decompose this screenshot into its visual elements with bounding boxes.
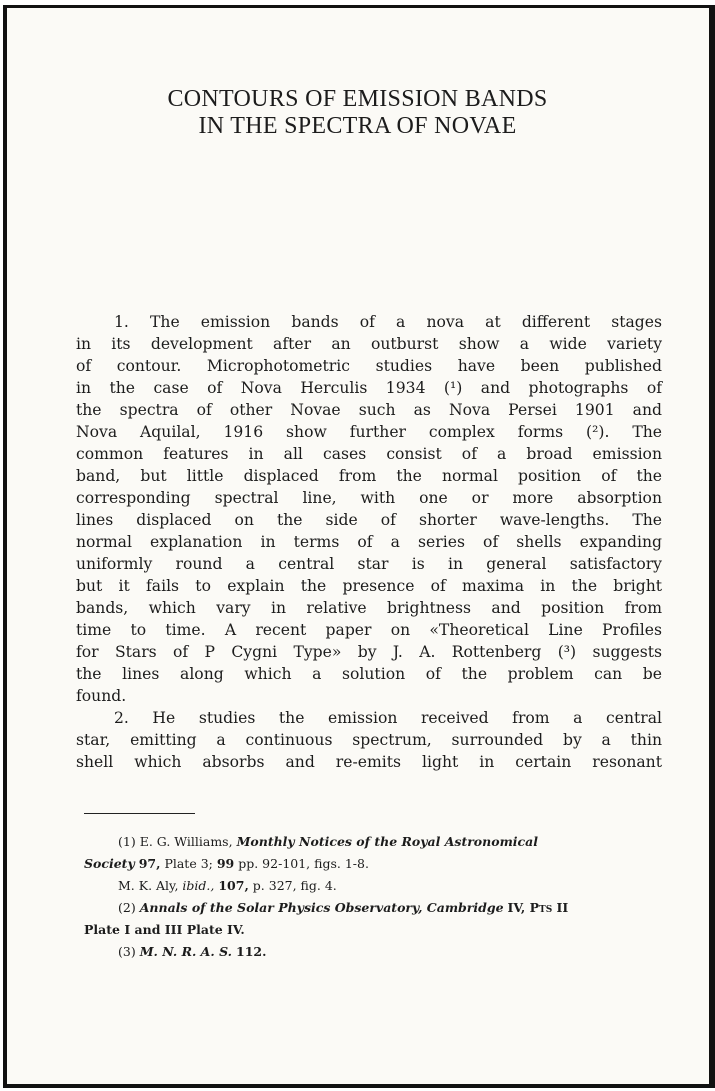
footnote-mark: (1) bbox=[118, 834, 136, 849]
text-line: uniformly round a central star is in general satisfactory bbox=[76, 555, 662, 573]
text-line: of contour. Microphotometric studies have been published bbox=[76, 357, 662, 375]
footnote-text: Plate I and III Plate IV. bbox=[84, 922, 245, 937]
footnote-journal: Monthly Notices of the Royal Astronomical bbox=[236, 834, 539, 849]
text-line: star, emitting a continuous spectrum, surrounded by a thin bbox=[76, 731, 662, 749]
footnote-volume: 107, bbox=[218, 878, 249, 893]
footnote-text: IV, Pts II bbox=[507, 900, 569, 915]
footnote-1b bbox=[118, 878, 337, 893]
text-line: normal explanation in terms of a series of shells expanding bbox=[76, 533, 662, 551]
footnote-mark: (2) bbox=[118, 900, 136, 915]
footnote-1 bbox=[118, 834, 538, 849]
footnote-text: pp. 92-101, figs. 1-8. bbox=[238, 856, 369, 871]
text-line: common features in all cases consist of a broad emission bbox=[76, 445, 662, 463]
text-line: corresponding spectral line, with one or more absorption bbox=[76, 489, 662, 507]
text-line: band, but little displaced from the normal position of the bbox=[76, 467, 662, 485]
text-line: time to time. A recent paper on «Theoretical Line Profiles bbox=[76, 621, 662, 639]
text-line: bands, which vary in relative brightness and position from bbox=[76, 599, 662, 617]
footnote-journal: M. N. R. A. S. bbox=[139, 944, 233, 959]
footnote-volume: 97, bbox=[138, 856, 161, 871]
footnote-2-cont bbox=[84, 922, 245, 937]
footnote-separator bbox=[84, 813, 195, 814]
text-line: in its development after an outburst show a wide variety bbox=[76, 335, 662, 353]
text-line: 2. He studies the emission received from a central bbox=[114, 709, 662, 727]
text-line: but it fails to explain the presence of maxima in the bright bbox=[76, 577, 662, 595]
footnote-ibid: ibid., bbox=[182, 878, 215, 893]
footnote-text: Plate 3; bbox=[164, 856, 213, 871]
footnote-text: p. 327, fig. 4. bbox=[252, 878, 337, 893]
footnote-journal: Annals of the Solar Physics Observatory, Cambridge bbox=[139, 900, 504, 915]
footnote-mark: (3) bbox=[118, 944, 136, 959]
footnote-author: M. K. Aly, bbox=[118, 878, 179, 893]
footnote-3 bbox=[118, 944, 266, 959]
text-line: found. bbox=[76, 687, 127, 705]
footnote-1-cont bbox=[84, 856, 369, 871]
page-title-line1: CONTOURS OF EMISSION BANDS bbox=[167, 86, 548, 112]
text-line: lines displaced on the side of shorter wave-lengths. The bbox=[76, 511, 662, 529]
text-line: the spectra of other Novae such as Nova Persei 1901 and bbox=[76, 401, 662, 419]
footnote-journal: Society bbox=[84, 856, 135, 871]
text-line: the lines along which a solution of the problem can be bbox=[76, 665, 662, 683]
footnote-volume: 99 bbox=[216, 856, 235, 871]
footnote-volume: 112. bbox=[236, 944, 267, 959]
text-line: for Stars of P Cygni Type» by J. A. Rottenberg (³) suggests bbox=[76, 643, 662, 661]
page-title-line2: IN THE SPECTRA OF NOVAE bbox=[198, 113, 517, 139]
footnote-2 bbox=[118, 900, 568, 915]
text-line: shell which absorbs and re-emits light in certain resonant bbox=[76, 753, 662, 771]
text-line: 1. The emission bands of a nova at different stages bbox=[114, 313, 662, 331]
text-line: Nova Aquilal, 1916 show further complex forms (²). The bbox=[76, 423, 662, 441]
text-line: in the case of Nova Herculis 1934 (¹) and photographs of bbox=[76, 379, 662, 397]
footnote-author: E. G. Williams, bbox=[139, 834, 233, 849]
